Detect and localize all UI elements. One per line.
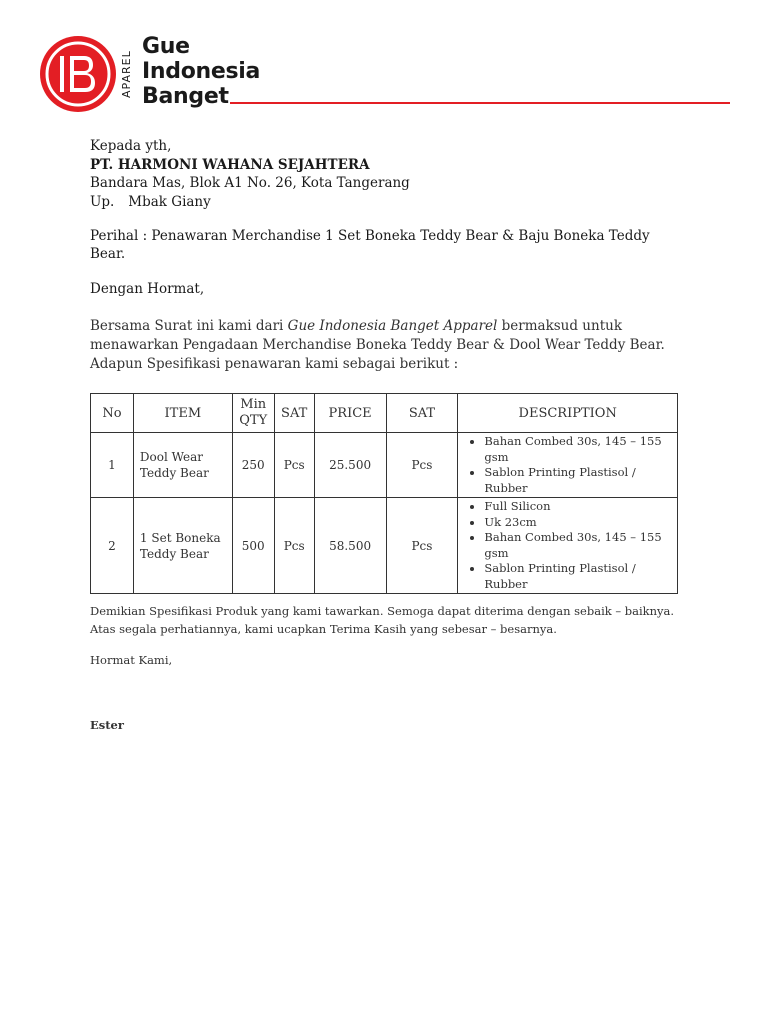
intro-paragraph [90,317,665,374]
recipient-address: Bandara Mas, Blok A1 No. 26, Kota Tangerang [90,175,410,191]
row-sat-2: Pcs [386,433,458,498]
description-item: • Uk 23cm [484,515,673,531]
table-header-row [91,394,678,433]
header-item: ITEM [133,394,232,433]
brand-line-2: Indonesia [142,59,261,84]
row-qty: 250 [232,433,274,498]
header-sat-2: SAT [386,394,458,433]
description-item: • Sablon Printing Plastisol / Rubber [484,561,673,592]
row-sat: Pcs [274,498,314,594]
closing-paragraph: Demikian Spesifikasi Produk yang kami tawarkan. Semoga dapat diterima dengan sebaik – baiknya. Atas segala perhatiannya, kami ucapkan Terima Kasih yang sebesar – besarnya. [90,604,675,636]
recipient-block [90,137,410,211]
row-no: 2 [91,498,134,594]
description-item: • Full Silicon [484,499,673,515]
header-price: PRICE [314,394,386,433]
brand-line-3: Banget [142,84,229,109]
recipient-attention [90,193,410,212]
brand-line-1: Gue [142,34,190,59]
header-no: No [91,394,134,433]
row-description [458,433,678,498]
recipient-greeting: Kepada yth, [90,138,172,154]
row-item: 1 Set Boneka Teddy Bear [133,498,232,594]
row-item: Dool Wear Teddy Bear [133,433,232,498]
specification-table [90,393,678,594]
row-description [458,498,678,594]
table-row [91,433,678,498]
attention-name: Mbak Giany [128,193,211,210]
brand-side-label: APAREL [120,50,133,98]
row-sat-2: Pcs [386,498,458,594]
brand-name [142,34,260,109]
intro-brand-name: Gue Indonesia Banget Apparel [287,318,498,334]
signer-name: Ester [90,718,124,732]
letterhead [40,30,740,120]
description-item: • Bahan Combed 30s, 145 – 155 gsm [484,434,673,465]
recipient-company: PT. HARMONI WAHANA SEJAHTERA [90,156,370,173]
row-no: 1 [91,433,134,498]
header-sat: SAT [274,394,314,433]
description-item: • Sablon Printing Plastisol / Rubber [484,465,673,496]
intro-text-after: bermaksud untuk menawarkan Pengadaan Merchandise Boneka Teddy Bear & Dool Wear Teddy Bear. Adapun Spesifikasi penawaran kami sebagai berikut : [90,318,665,372]
letter-subject: Perihal : Penawaran Merchandise 1 Set Boneka Teddy Bear & Baju Boneka Teddy Bear. [90,228,650,262]
salutation: Dengan Hormat, [90,281,205,297]
header-description: DESCRIPTION [458,394,678,433]
letterhead-rule [230,102,730,104]
intro-text-before: Bersama Surat ini kami dari [90,318,288,334]
row-price: 25.500 [314,433,386,498]
header-min-qty: Min QTY [232,394,274,433]
row-qty: 500 [232,498,274,594]
regards: Hormat Kami, [90,653,173,667]
table-row [91,498,678,594]
description-item: • Bahan Combed 30s, 145 – 155 gsm [484,530,673,561]
ib-circle-logo-icon [40,36,116,112]
row-price: 58.500 [314,498,386,594]
row-sat: Pcs [274,433,314,498]
attention-label: Up. [90,193,115,210]
